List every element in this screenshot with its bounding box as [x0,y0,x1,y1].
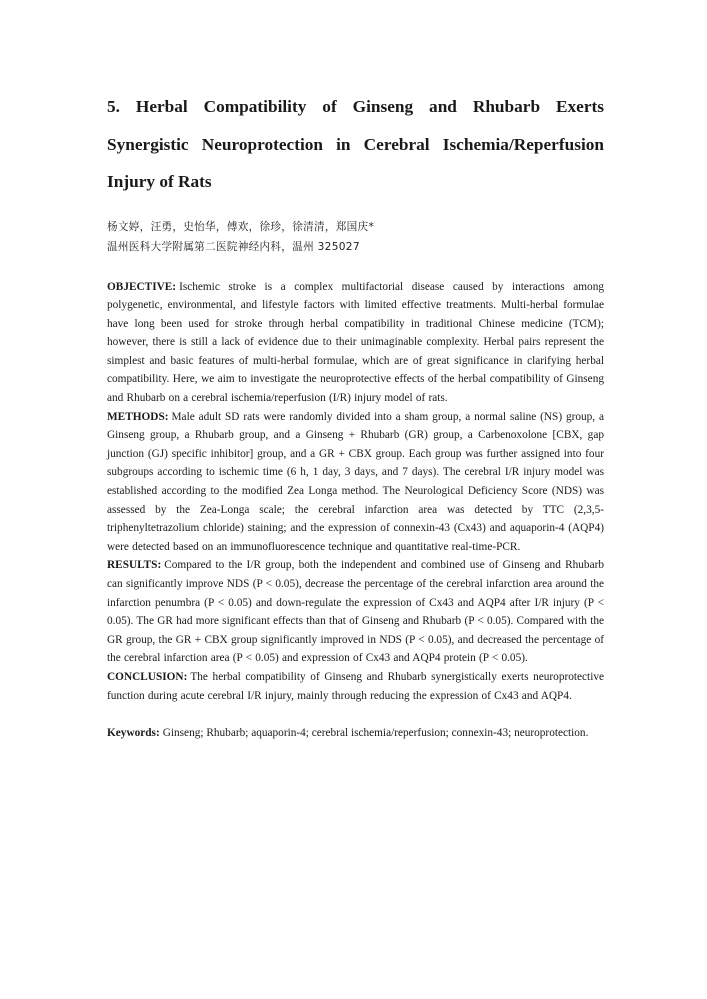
keywords [107,724,604,743]
results-paragraph [107,556,604,668]
conclusion-text: The herbal compatibility of Ginseng and Rhubarb synergistically exerts neuroprotective function during acute cerebral I/R injury, mainly through reducing the expression of Cx43 and AQP4. [107,670,604,702]
author-names: 杨文婷，汪勇，史怡华，傅欢，徐珍，徐清清，郑国庆* [107,220,375,233]
objective-paragraph [107,278,604,408]
abstract [107,278,604,706]
results-label: RESULTS: [107,559,162,572]
author-affiliation: 温州医科大学附属第二医院神经内科，温州 325027 [107,240,360,253]
objective-label: OBJECTIVE: [107,280,177,293]
paper-page [107,88,604,743]
conclusion-label: CONCLUSION: [107,670,188,683]
author-block [107,217,604,257]
methods-paragraph [107,408,604,557]
methods-label: METHODS: [107,410,169,423]
keywords-text: Ginseng; Rhubarb; aquaporin-4; cerebral ischemia/reperfusion; connexin-43; neuroprotection. [162,727,589,740]
paper-title: 5. Herbal Compatibility of Ginseng and Rhubarb Exerts Synergistic Neuroprotection in Cerebral Ischemia/Reperfusion Injury of Rats [107,97,604,191]
objective-text: Ischemic stroke is a complex multifactorial disease caused by interactions among polygenetic, environmental, and lifestyle factors with limited effective treatments. Multi-herbal formulae have long been used for stroke through herbal compatibility in traditional Chinese medicine (TCM); however, there is still a lack of evidence due to their unimaginable complexity. Herbal pairs represent the simplest and basic features of multi-herbal formulae, which are of great significance in clarifying herbal compatibility. Here, we aim to investigate the neuroprotective effects of the herbal compatibility of Ginseng and Rhubarb on a cerebral ischemia/reperfusion (I/R) injury model of rats. [107,280,604,405]
results-text: Compared to the I/R group, both the independent and combined use of Ginseng and Rhubarb can significantly improve NDS (P < 0.05), decrease the percentage of the cerebral infarction area around the infarction penumbra (P < 0.05) and down-regulate the expression of Cx43 and AQP4 after I/R injury (P < 0.05). The GR had more significant effects than that of Ginseng and Rhubarb (P < 0.05). Compared with the GR group, the GR + CBX group significantly improved in NDS (P < 0.05), and decreased the percentage of the cerebral infarction area (P < 0.05) and expression of Cx43 and AQP4 protein (P < 0.05). [107,559,604,665]
methods-text: Male adult SD rats were randomly divided into a sham group, a normal saline (NS) group, a Ginseng group, a Rhubarb group, and a Ginseng + Rhubarb (GR) group, a Carbenoxolone [CBX, gap junction (GJ) specific inhibitor] group, and a GR + CBX group. Each group was further assigned into four subgroups according to ischemic time (6 h, 1 day, 3 days, and 7 days). The cerebral I/R injury model was established according to the modified Zea Longa method. The Neurological Deficiency Score (NDS) was assessed by the Zea-Longa scale; the cerebral infarction area was detected by TTC (2,3,5-triphenyltetrazolium chloride) staining; and the expression of connexin-43 (Cx43) and aquaporin-4 (AQP4) were detected based on an immunofluorescence technique and quantitative real-time-PCR. [107,410,604,553]
conclusion-paragraph [107,668,604,705]
keywords-label: Keywords: [107,727,160,740]
